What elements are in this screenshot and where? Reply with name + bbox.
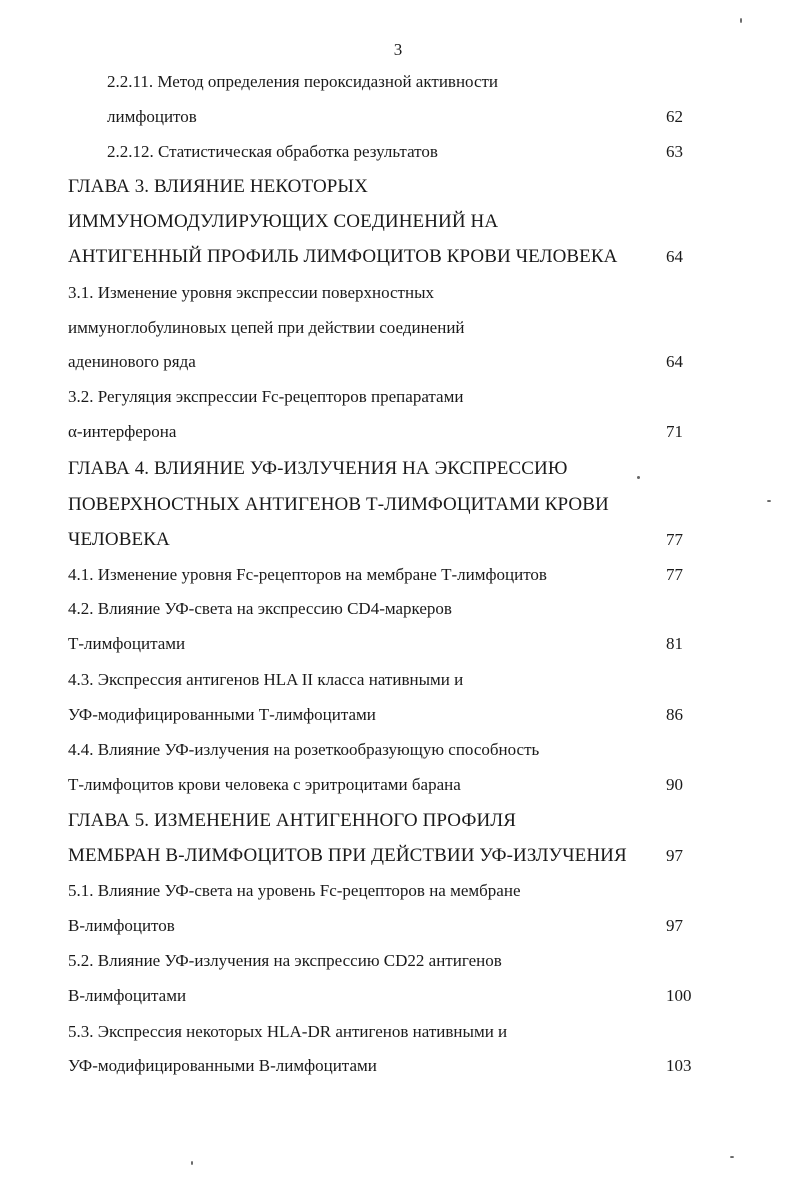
toc-entry-text: лимфоцитов xyxy=(107,107,197,126)
scan-speck xyxy=(767,500,771,502)
toc-entry-text: В-лимфоцитов xyxy=(68,916,175,935)
toc-page-number: 81 xyxy=(666,634,683,653)
toc-entry-text: 4.2. Влияние УФ-света на экспрессию CD4-маркеров xyxy=(68,599,452,618)
toc-entry-text: 5.2. Влияние УФ-излучения на экспрессию CD22 антигенов xyxy=(68,951,502,970)
toc-chapter-text: МЕМБРАН В-ЛИМФОЦИТОВ ПРИ ДЕЙСТВИИ УФ-ИЗЛУЧЕНИЯ xyxy=(68,845,627,866)
toc-page-number: 62 xyxy=(666,107,683,126)
toc-entry-text: 5.1. Влияние УФ-света на уровень Fc-рецепторов на мембране xyxy=(68,881,521,900)
toc-entry-text: 2.2.12. Статистическая обработка результатов xyxy=(107,142,438,161)
toc-entry-text: 4.1. Изменение уровня Fc-рецепторов на мембране Т-лимфоцитов xyxy=(68,565,547,584)
toc-page-number: 103 xyxy=(666,1056,692,1075)
toc-entry-text: 4.3. Экспрессия антигенов HLA II класса нативными и xyxy=(68,670,464,689)
toc-page-number: 90 xyxy=(666,775,683,794)
toc-page-number: 97 xyxy=(666,916,683,935)
toc-chapter-text: ПОВЕРХНОСТНЫХ АНТИГЕНОВ Т-ЛИМФОЦИТАМИ КРОВИ xyxy=(68,494,609,515)
toc-page-number: 86 xyxy=(666,705,683,724)
toc-page-number: 100 xyxy=(666,986,692,1005)
scan-speck xyxy=(191,1161,193,1165)
toc-chapter-text: ГЛАВА 3. ВЛИЯНИЕ НЕКОТОРЫХ xyxy=(68,176,368,197)
toc-entry-text: 4.4. Влияние УФ-излучения на розеткообразующую способность xyxy=(68,740,540,759)
page-number: 3 xyxy=(393,40,403,59)
toc-chapter-text: ГЛАВА 5. ИЗМЕНЕНИЕ АНТИГЕННОГО ПРОФИЛЯ xyxy=(68,810,517,831)
toc-entry-text: Т-лимфоцитов крови человека с эритроцитами барана xyxy=(68,775,461,794)
toc-entry-text: 2.2.11. Метод определения пероксидазной активности xyxy=(107,72,499,91)
toc-entry-text: иммуноглобулиновых цепей при действии соединений xyxy=(68,318,465,337)
toc-entry-text: УФ-модифицированными В-лимфоцитами xyxy=(68,1056,377,1075)
toc-chapter-text: ИММУНОМОДУЛИРУЮЩИХ СОЕДИНЕНИЙ НА xyxy=(68,211,499,232)
toc-entry-text: 5.3. Экспрессия некоторых HLA-DR антигенов нативными и xyxy=(68,1022,508,1041)
scan-speck xyxy=(637,476,640,479)
toc-chapter-text: ГЛАВА 4. ВЛИЯНИЕ УФ-ИЗЛУЧЕНИЯ НА ЭКСПРЕССИЮ xyxy=(68,458,568,479)
toc-entry-text: α-интерферона xyxy=(68,422,177,441)
scan-speck xyxy=(730,1156,734,1158)
toc-entry-text: 3.1. Изменение уровня экспрессии поверхностных xyxy=(68,283,434,302)
toc-chapter-text: ЧЕЛОВЕКА xyxy=(68,529,170,550)
toc-entry-text: Т-лимфоцитами xyxy=(68,634,186,653)
toc-entry-text: УФ-модифицированными Т-лимфоцитами xyxy=(68,705,376,724)
toc-page-number: 64 xyxy=(666,352,683,371)
toc-page-number: 64 xyxy=(666,247,683,266)
toc-entry-text: 3.2. Регуляция экспрессии Fc-рецепторов препаратами xyxy=(68,387,464,406)
toc-page-number: 71 xyxy=(666,422,683,441)
scan-speck xyxy=(740,18,742,23)
toc-page-number: 77 xyxy=(666,530,683,549)
toc-page-number: 77 xyxy=(666,565,683,584)
toc-entry-text: аденинового ряда xyxy=(68,352,196,371)
toc-page-number: 63 xyxy=(666,142,683,161)
toc-chapter-text: АНТИГЕННЫЙ ПРОФИЛЬ ЛИМФОЦИТОВ КРОВИ ЧЕЛОВЕКА xyxy=(68,246,618,267)
toc-page-number: 97 xyxy=(666,846,683,865)
toc-entry-text: В-лимфоцитами xyxy=(68,986,187,1005)
